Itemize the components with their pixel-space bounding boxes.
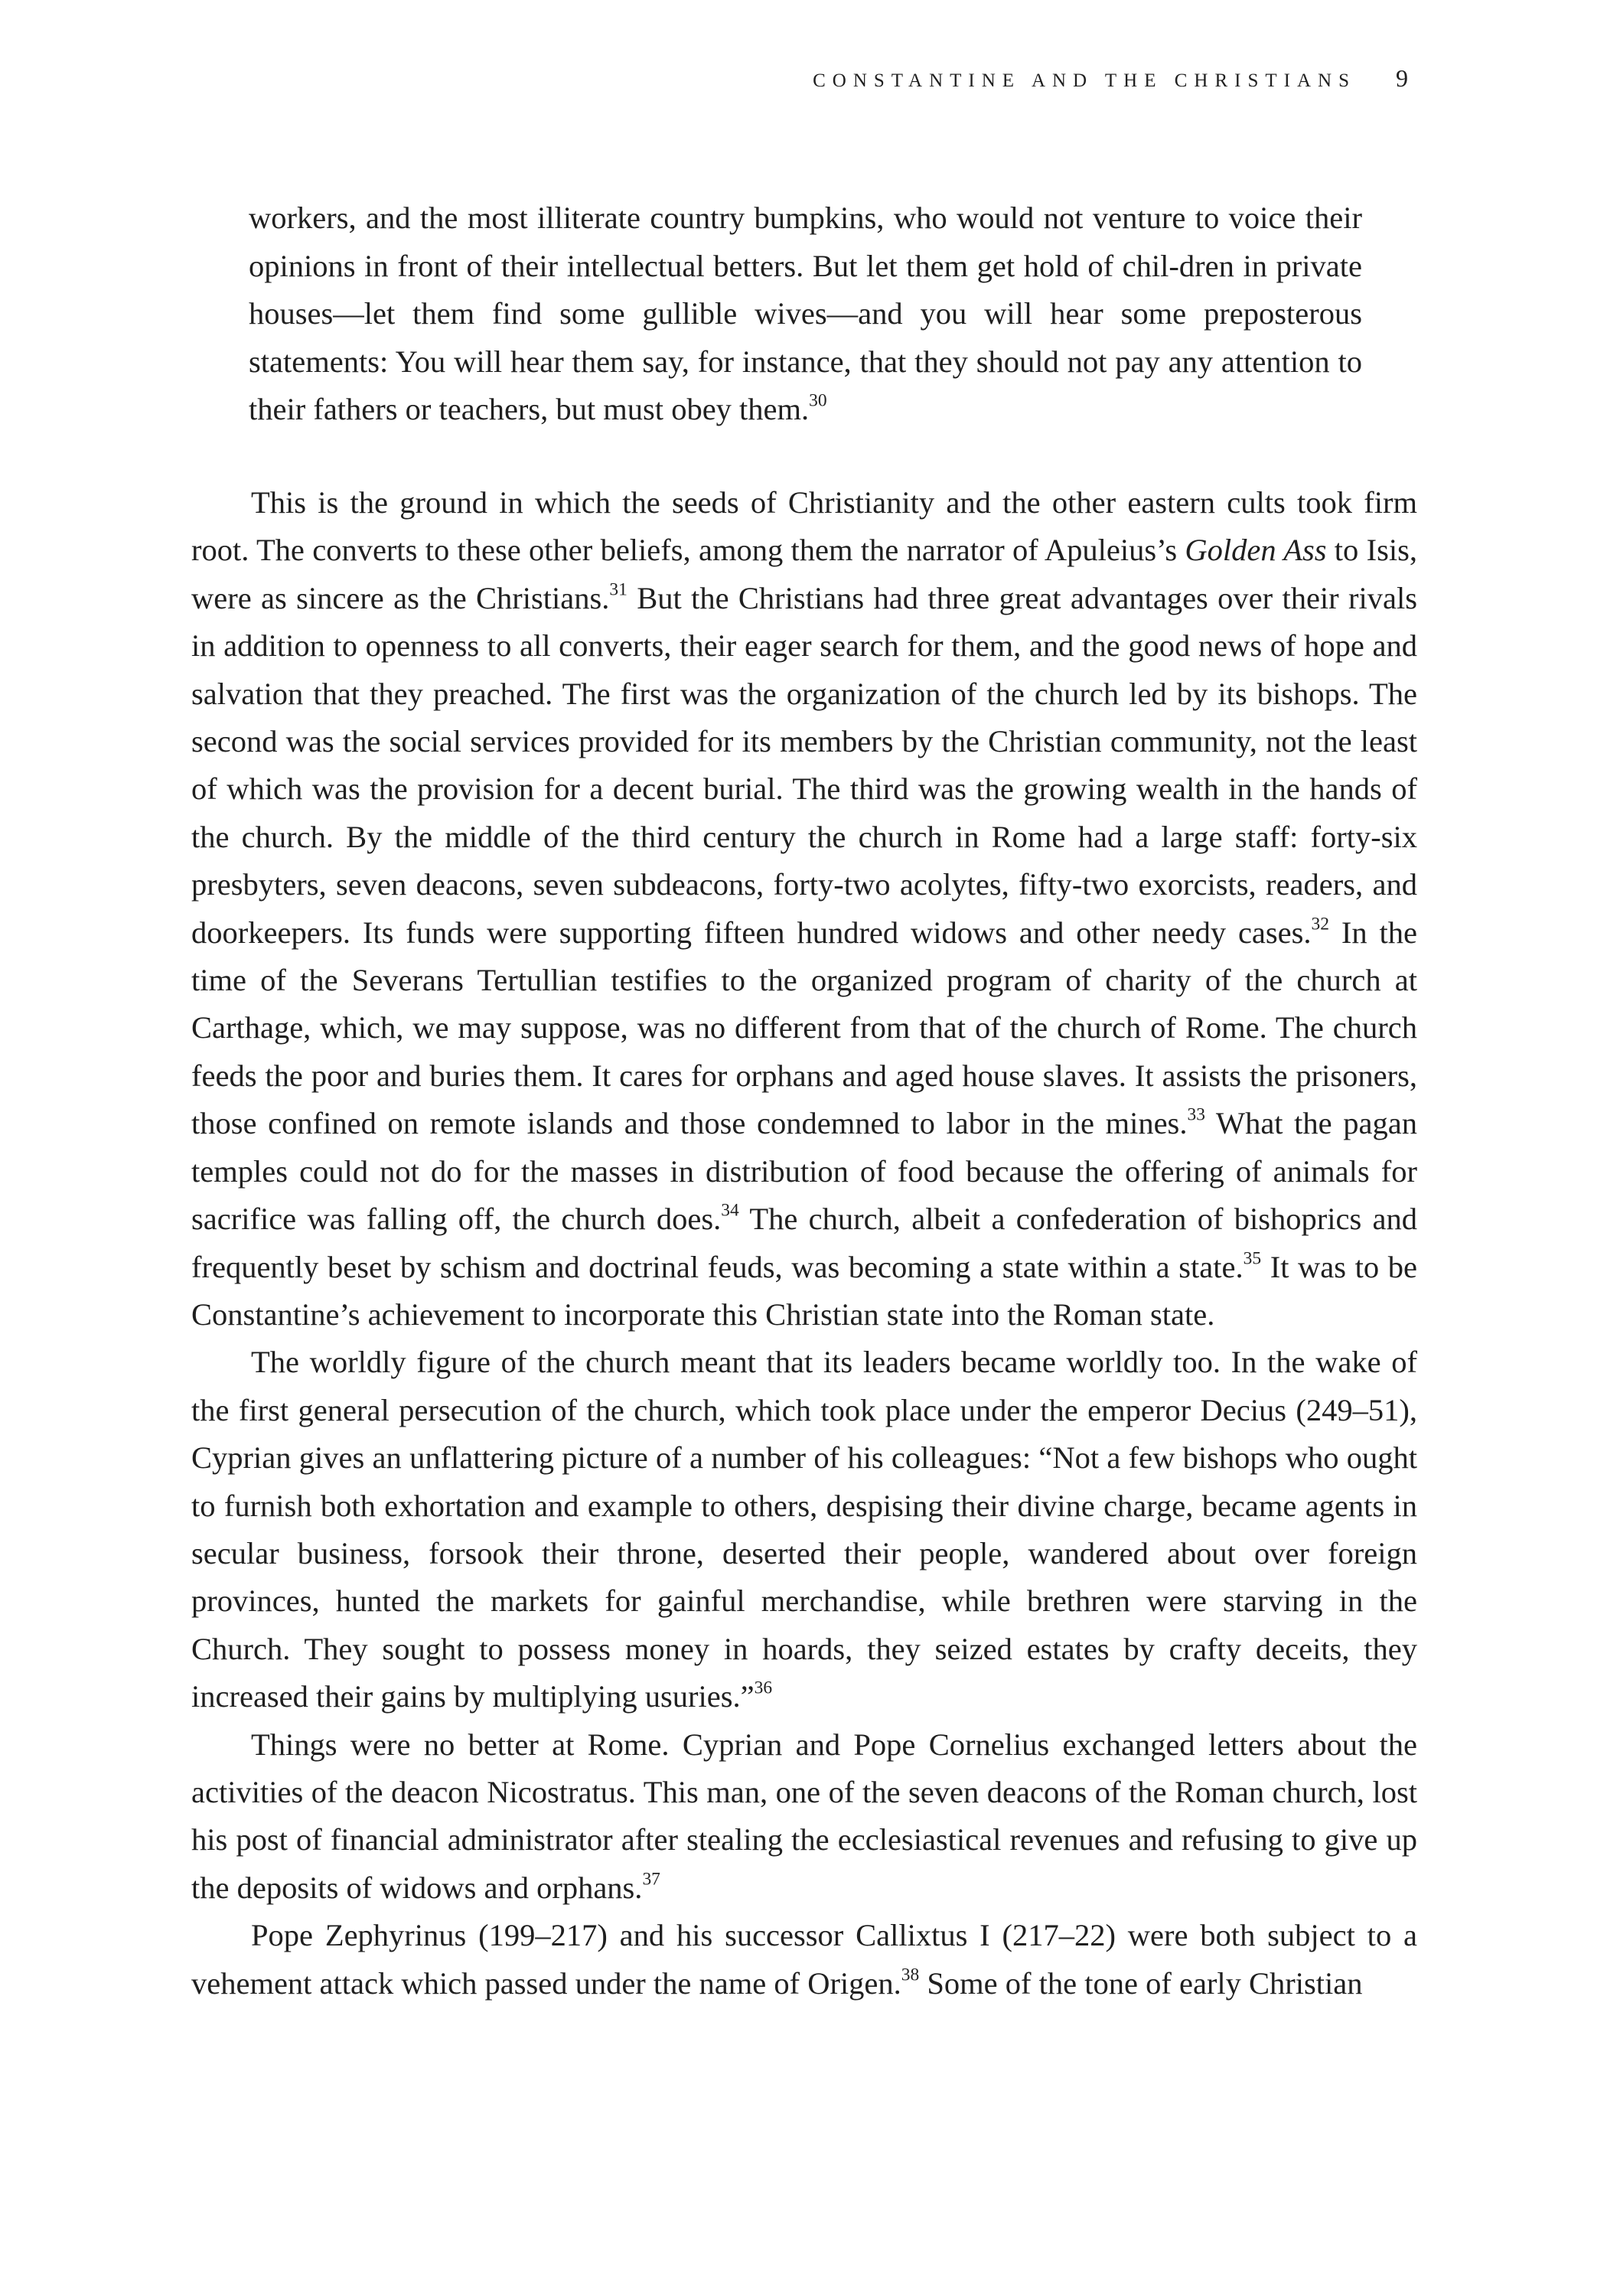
footnote-marker-33: 33 [1187, 1104, 1205, 1125]
running-head-title: CONSTANTINE AND THE CHRISTIANS [813, 70, 1356, 91]
block-quotation-text: workers, and the most illiterate country bumpkins, who would not venture to voice their opinions in front of their intellectual betters. But let them get hold of chil-dren in private houses—let them find some gullible wives—and you will hear some preposterous statements: You will hear them say, for instance, that they should not pay any attention to their fathers or teachers, but must obey them. [249, 201, 1362, 426]
block-quotation-paragraph [249, 194, 1362, 434]
footnote-marker-32: 32 [1311, 914, 1330, 934]
footnote-marker-34: 34 [721, 1200, 739, 1221]
paragraph-text: Some of the tone of early Christian [919, 1965, 1363, 2001]
paragraph-text: It was to be Constantine’s achievement to incorporate this Christian state into the Roman state. [191, 1249, 1418, 1332]
paragraph-rome-deacon [191, 1721, 1417, 1913]
paragraph-text: to Isis, were as sincere as the Christians. [191, 533, 1418, 615]
paragraph-text: This is the ground in which the seeds of Christianity and the other eastern cults took firm root. The converts to these other beliefs, among them the narrator of Apuleius’s [191, 485, 1417, 568]
body-text [191, 479, 1417, 2007]
paragraph-worldly-church [191, 1339, 1417, 1720]
footnote-marker-31: 31 [609, 579, 627, 600]
paragraph-text: Pope Zephyrinus (199–217) and his successor Callixtus I (217–22) were both subject to a vehement attack which passed under the name of Origen. [191, 1918, 1417, 2001]
footnote-marker-38: 38 [901, 1964, 920, 1985]
paragraph-text: But the Christians had three great advantages over their rivals in addition to openness to all converts, their eager search for them, and the good news of hope and salvation that they preached. The first was the organization of the church led by its bishops. The second was the social services provided for its members by the Christian community, not the least of which was the provision for a decent burial. The third was the growing wealth in the hands of the church. By the middle of the third century the church in Rome had a large staff: forty-six presbyters, seven deacons, seven subdeacons, forty-two acolytes, fifty-two exorcists, readers, and doorkeepers. Its funds were supporting fifteen hundred widows and other needy cases. [191, 580, 1417, 950]
paragraph-text: What the pagan temples could not do for the masses in distribution of food because the offering of animals for sacrifice was falling off, the church does. [191, 1106, 1417, 1237]
block-quotation [249, 194, 1362, 434]
footnote-marker-35: 35 [1243, 1247, 1262, 1268]
paragraph-christian-advantages [191, 479, 1417, 1339]
footnote-marker-30: 30 [809, 390, 827, 411]
paragraph-pope-zephyrinus [191, 1912, 1417, 2007]
paragraph-text: The worldly figure of the church meant that its leaders became worldly too. In the wake of the first general persecution of the church, which took place under the emperor Decius (249–51), Cyprian gives an unflattering picture of a number of his colleagues: “Not a few bishops who ought to furnish both exhortation and example to others, despising their divine charge, became agents in secular business, forsook their throne, deserted their people, wandered about over foreign provinces, hunted the markets for gainful merchandise, while brethren were starving in the Church. They sought to possess money in hoards, they seized estates by crafty deceits, they increased their gains by multiplying usuries.” [191, 1345, 1417, 1714]
running-head [813, 64, 1408, 93]
page-number: 9 [1396, 64, 1408, 92]
footnote-marker-37: 37 [642, 1869, 660, 1890]
paragraph-text: The church, albeit a confederation of bishoprics and frequently beset by schism and doctrinal feuds, was becoming a state within a state. [191, 1202, 1417, 1284]
footnote-marker-36: 36 [754, 1678, 773, 1698]
paragraph-text: Things were no better at Rome. Cyprian and Pope Cornelius exchanged letters about the activities of the deacon Nicostratus. This man, one of the seven deacons of the Roman church, lost his post of financial administrator after stealing the ecclesiastical revenues and refusing to give up the deposits of widows and orphans. [191, 1727, 1417, 1905]
paragraph-text: In the time of the Severans Tertullian testifies to the organized program of charity of the church at Carthage, which, we may suppose, was no different from that of the church of Rome. The church feeds the poor and buries them. It cares for orphans and aged house slaves. It assists the prisoners, those confined on remote islands and those condemned to labor in the mines. [191, 915, 1418, 1141]
book-title-golden-ass: Golden Ass [1185, 533, 1327, 568]
